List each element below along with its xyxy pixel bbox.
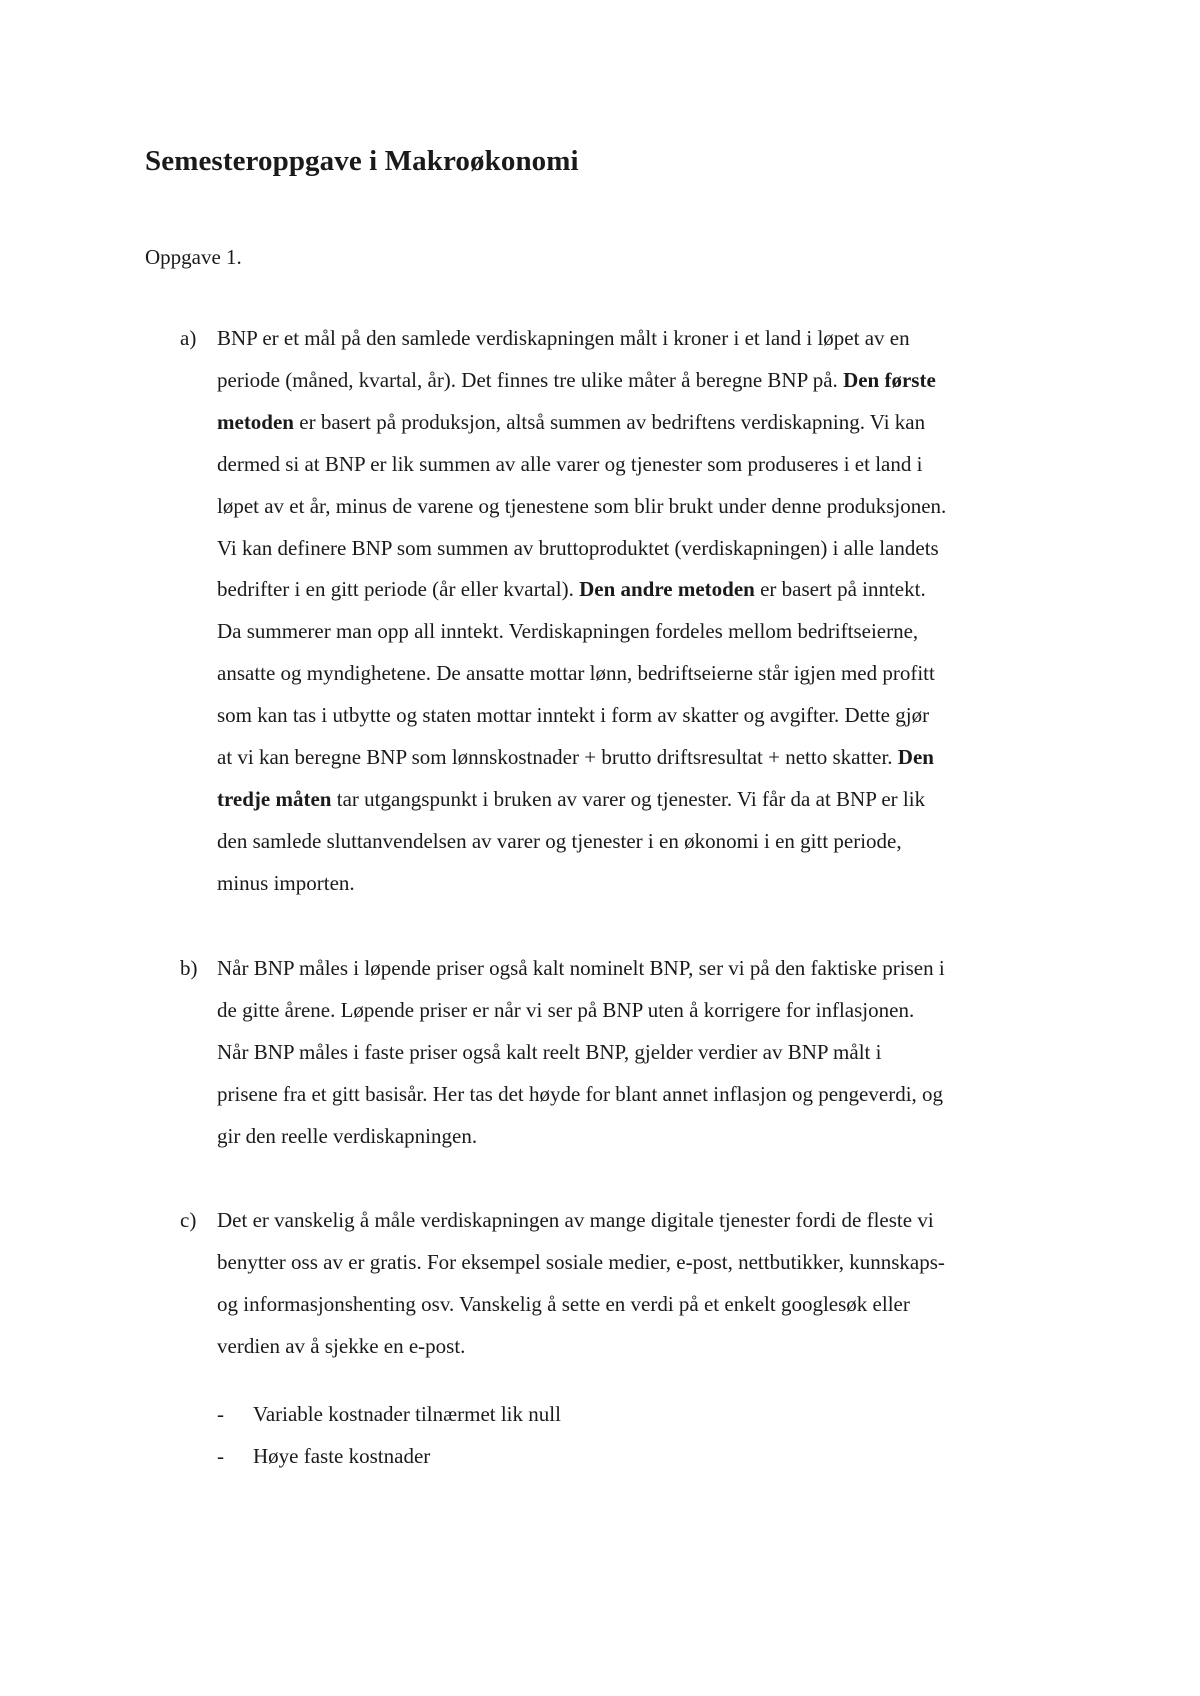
text-run: verdien av å sjekke en e-post.	[217, 1333, 466, 1358]
item-text	[217, 318, 1080, 905]
text-line	[217, 528, 1080, 570]
text-run: Det er vanskelig å måle verdiskapningen av mange digitale tjenester fordi de fleste vi	[217, 1208, 934, 1232]
text-run: gir den reelle verdiskapningen.	[217, 1123, 478, 1148]
text-line	[217, 653, 1080, 695]
list-item-a	[145, 318, 1080, 905]
text-run: BNP er et mål på den samlede verdiskapningen målt i kroner i et land i løpet av en	[217, 326, 910, 350]
dash-marker: -	[217, 1402, 224, 1426]
list-item-c	[145, 1200, 1080, 1368]
text-run: Når BNP måles i løpende priser også kalt nominelt BNP, ser vi på den faktiske prisen i	[217, 956, 945, 980]
text-run: Vi kan definere BNP som summen av bruttoproduktet (verdiskapningen) i alle landets	[217, 535, 939, 560]
text-line	[217, 318, 1080, 360]
dash-marker: -	[217, 1444, 224, 1468]
bold-text-run: Den andre metoden	[579, 577, 755, 602]
text-run: er basert på produksjon, altså summen av bedriftens verdiskapning. Vi kan	[294, 409, 926, 434]
item-marker: a)	[180, 326, 197, 350]
text-run: benytter oss av er gratis. For eksempel sosiale medier, e-post, nettbutikker, kunnskaps-	[217, 1249, 945, 1274]
dash-item-text: Variable kostnader tilnærmet lik null	[253, 1402, 561, 1426]
text-line	[217, 737, 1080, 779]
text-run: løpet av et år, minus de varene og tjenestene som blir brukt under denne produksjonen.	[217, 493, 947, 518]
text-line	[217, 360, 1080, 402]
text-run: de gitte årene. Løpende priser er når vi ser på BNP uten å korrigere for inflasjonen.	[217, 997, 915, 1022]
item-text	[217, 1200, 1080, 1368]
text-line	[217, 695, 1080, 737]
bold-text-run: metoden	[217, 409, 294, 434]
text-line	[217, 1284, 1080, 1326]
text-run: dermed si at BNP er lik summen av alle varer og tjenester som produseres i et land i	[217, 451, 923, 476]
bold-text-run: Den første	[843, 367, 936, 392]
text-run: er basert på inntekt.	[754, 577, 926, 602]
text-line	[217, 1200, 1080, 1242]
text-run: periode (måned, kvartal, år). Det finnes tre ulike måter å beregne BNP på.	[217, 367, 844, 392]
text-line	[217, 1116, 1080, 1158]
text-run: den samlede sluttanvendelsen av varer og tjenester i en økonomi i en gitt periode,	[217, 828, 902, 853]
text-run: prisene fra et gitt basisår. Her tas det høyde for blant annet inflasjon og pengeverdi, og	[217, 1081, 944, 1106]
text-run: ansatte og myndighetene. De ansatte mottar lønn, bedriftseierne står igjen med profitt	[217, 661, 935, 686]
text-line	[217, 402, 1080, 444]
dash-list	[145, 1393, 561, 1477]
item-marker: c)	[180, 1208, 197, 1232]
dash-list-item	[145, 1435, 561, 1477]
text-line	[217, 863, 1080, 905]
text-line	[217, 486, 1080, 528]
dash-item-text: Høye faste kostnader	[253, 1444, 431, 1468]
text-line	[217, 779, 1080, 821]
text-run: Da summerer man opp all inntekt. Verdiskapningen fordeles mellom bedriftseierne,	[217, 619, 919, 644]
text-run: og informasjonshenting osv. Vanskelig å sette en verdi på et enkelt googlesøk eller	[217, 1291, 910, 1316]
document-title: Semesteroppgave i Makroøkonomi	[145, 145, 579, 177]
dash-list-item	[145, 1393, 561, 1435]
text-run: tar utgangspunkt i bruken av varer og tjenester. Vi får da at BNP er lik	[331, 786, 926, 811]
task-heading: Oppgave 1.	[145, 245, 242, 269]
bold-text-run: Den	[897, 745, 934, 770]
text-run: at vi kan beregne BNP som lønnskostnader + brutto driftsresultat + netto skatter.	[217, 745, 898, 770]
text-line	[217, 611, 1080, 653]
text-line	[217, 990, 1080, 1032]
text-line	[217, 444, 1080, 486]
list-item-b	[145, 948, 1080, 1158]
text-line	[217, 948, 1080, 990]
text-line	[217, 1032, 1080, 1074]
bold-text-run: tredje måten	[217, 786, 332, 811]
text-run: minus importen.	[217, 870, 355, 895]
text-line	[217, 1242, 1080, 1284]
text-line	[217, 821, 1080, 863]
text-run: bedrifter i en gitt periode (år eller kvartal).	[217, 577, 580, 602]
text-run: Når BNP måles i faste priser også kalt reelt BNP, gjelder verdier av BNP målt i	[217, 1039, 882, 1064]
text-line	[217, 1074, 1080, 1116]
text-line	[217, 1326, 1080, 1368]
item-marker: b)	[180, 956, 198, 980]
item-text	[217, 948, 1080, 1158]
text-run: som kan tas i utbytte og staten mottar inntekt i form av skatter og avgifter. Dette gjør	[217, 703, 930, 728]
text-line	[217, 569, 1080, 611]
